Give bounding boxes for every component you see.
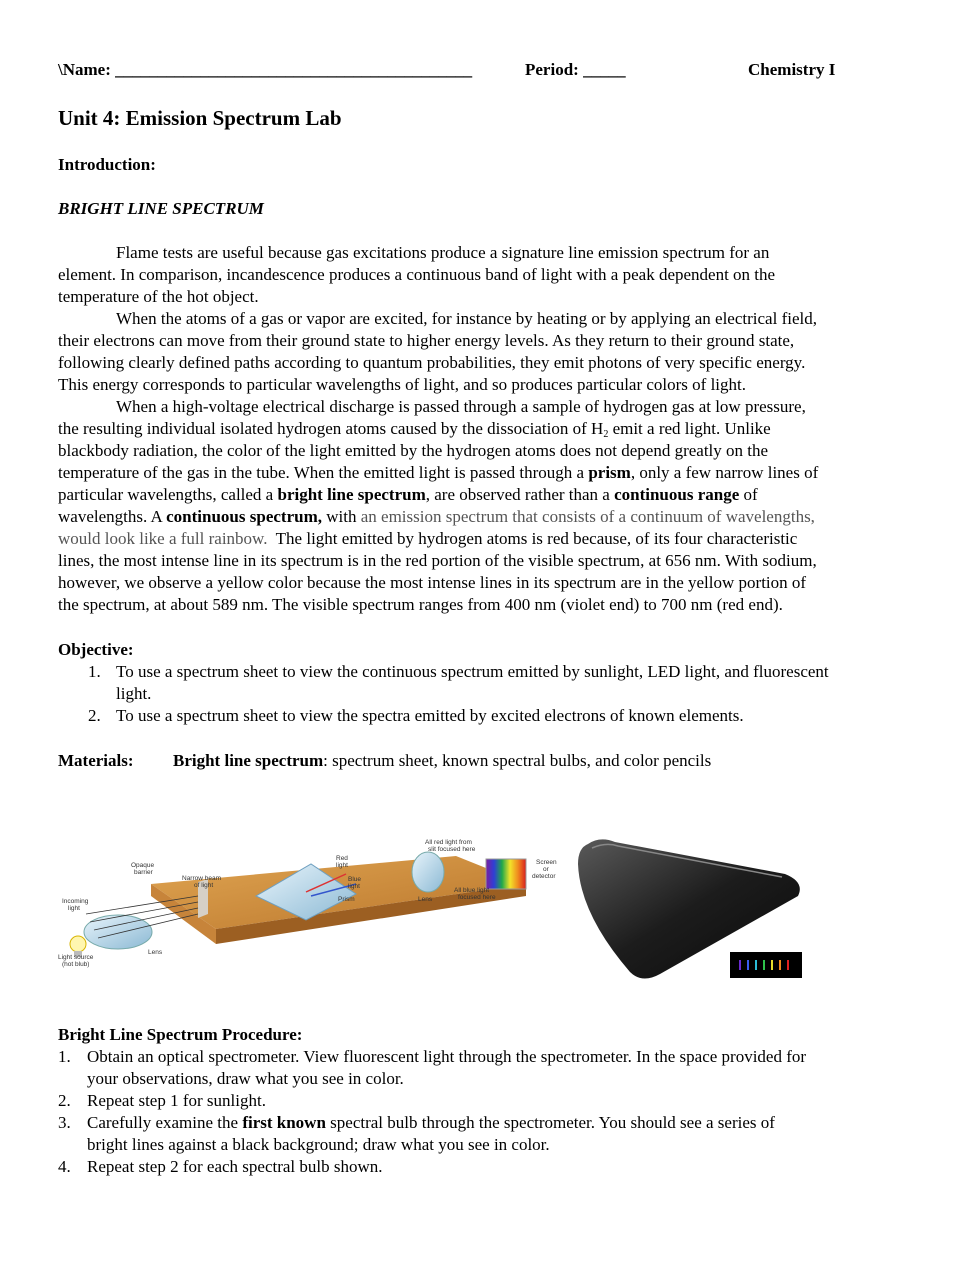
text-run: emit a red light. Unlike bbox=[608, 419, 771, 438]
paragraph-line bbox=[58, 528, 797, 550]
figure-label: slit focused here bbox=[428, 846, 476, 853]
gray-text: an emission spectrum that consists of a continuum of wavelengths, bbox=[360, 507, 815, 526]
figure-label: Screen bbox=[536, 859, 557, 866]
figure-label: light bbox=[348, 883, 360, 890]
text-run: particular wavelengths, called a bbox=[58, 485, 278, 504]
text-run: spectral bulb through the spectrometer. You should see a series of bbox=[325, 1113, 775, 1132]
list-item: Obtain an optical spectrometer. View fluorescent light through the spectrometer. In the space provided for bbox=[87, 1047, 807, 1066]
spectrometer-image bbox=[570, 834, 810, 982]
figure-label: (hot blub) bbox=[62, 961, 90, 968]
procedure-heading: Bright Line Spectrum Procedure: bbox=[58, 1025, 303, 1044]
paragraph-line: Flame tests are useful because gas excitations produce a signature line emission spectrum for an bbox=[116, 243, 770, 262]
list-number: 2. bbox=[58, 1091, 71, 1110]
list-item: Repeat step 2 for each spectral bulb shown. bbox=[87, 1157, 383, 1176]
lens-right bbox=[412, 852, 444, 892]
materials-label: Materials: bbox=[58, 751, 134, 770]
list-item: To use a spectrum sheet to view the continuous spectrum emitted by sunlight, LED light, and fluorescent bbox=[116, 662, 829, 681]
paragraph-line: lines, the most intense line in its spectrum is in the red portion of the visible spectrum, at 656 nm. With sodium, bbox=[58, 551, 817, 570]
bold-term: prism bbox=[588, 463, 631, 482]
figure-label: of light bbox=[194, 882, 214, 889]
subscript: 2 bbox=[603, 429, 609, 440]
paragraph-line: however, we observe a yellow color because the most intense lines in its spectrum are in the yellow portion of bbox=[58, 573, 807, 592]
figure-label: focused here bbox=[458, 894, 496, 901]
list-item: light. bbox=[116, 684, 152, 703]
paragraph-line: This energy corresponds to particular wavelengths of light, and so produces particular colors of light. bbox=[58, 375, 747, 394]
figure-label: Lens bbox=[418, 896, 433, 903]
list-item: your observations, draw what you see in color. bbox=[87, 1069, 404, 1088]
gray-text: would look like a full rainbow. bbox=[58, 529, 268, 548]
figure-label: Prism bbox=[338, 896, 355, 903]
text-run: the resulting individual isolated hydrogen atoms caused by the dissociation of H bbox=[58, 419, 604, 438]
text-run: , are observed rather than a bbox=[425, 485, 615, 504]
list-item: To use a spectrum sheet to view the spectra emitted by excited electrons of known elements. bbox=[116, 706, 744, 725]
paragraph-line: blackbody radiation, the color of the light emitted by the hydrogen atoms does not depend greatly on the bbox=[58, 441, 769, 460]
figure-label: Lens bbox=[148, 949, 163, 956]
figure-label: Narrow beam bbox=[182, 875, 222, 882]
paragraph-line bbox=[58, 484, 758, 506]
text-run: : spectrum sheet, known spectral bulbs, and color pencils bbox=[323, 751, 712, 770]
paragraph-line: element. In comparison, incandescence produces a continuous band of light with a peak dependent on the bbox=[58, 265, 776, 284]
paragraph-line bbox=[58, 462, 818, 484]
figure-label: Light source bbox=[58, 954, 94, 961]
objective-heading: Objective: bbox=[58, 640, 134, 659]
figure-label: Incoming bbox=[62, 898, 89, 905]
figure-label: All red light from bbox=[425, 839, 472, 846]
lightbulb-icon bbox=[70, 936, 86, 952]
figure-label: Opaque bbox=[131, 862, 155, 869]
section-heading: BRIGHT LINE SPECTRUM bbox=[58, 199, 264, 218]
paragraph-line: following clearly defined paths according to quantum probabilities, they emit photons of very specific energy. bbox=[58, 353, 806, 372]
name-field: \Name: __________________________________________ bbox=[58, 60, 473, 79]
bold-term: first known bbox=[242, 1113, 326, 1132]
text-run: wavelengths. A bbox=[58, 507, 167, 526]
paragraph-line: When a high-voltage electrical discharge is passed through a sample of hydrogen gas at low pressure, bbox=[116, 397, 806, 416]
bold-term: bright line spectrum bbox=[277, 485, 426, 504]
paragraph-line: temperature of the hot object. bbox=[58, 287, 259, 306]
list-number: 1. bbox=[58, 1047, 71, 1066]
text-run: The light emitted by hydrogen atoms is red because, of its four characteristic bbox=[267, 529, 798, 548]
list-number: 1. bbox=[88, 662, 101, 681]
figure-label: or bbox=[543, 866, 549, 873]
figure-label: Blue bbox=[348, 876, 362, 883]
figure-label: light bbox=[336, 862, 348, 869]
page-title: Unit 4: Emission Spectrum Lab bbox=[58, 106, 342, 130]
intro-heading: Introduction: bbox=[58, 155, 156, 174]
text-run: with bbox=[322, 507, 361, 526]
figure-label: All blue light bbox=[454, 887, 490, 894]
materials-text bbox=[173, 750, 711, 772]
list-number: 3. bbox=[58, 1113, 71, 1132]
paragraph-line bbox=[58, 506, 815, 528]
period-field: Period: _____ bbox=[525, 60, 626, 79]
paragraph-line: When the atoms of a gas or vapor are excited, for instance by heating or by applying an electrical field, bbox=[116, 309, 817, 328]
text-run: of bbox=[739, 485, 758, 504]
list-number: 2. bbox=[88, 706, 101, 725]
bold-term: continuous spectrum, bbox=[166, 507, 322, 526]
text-run: , only a few narrow lines of bbox=[630, 463, 819, 482]
list-number: 4. bbox=[58, 1157, 71, 1176]
figure-label: Red bbox=[336, 855, 348, 862]
paragraph-line: the spectrum, at about 589 nm. The visible spectrum ranges from 400 nm (violet end) to 700 nm (red end). bbox=[58, 595, 783, 614]
list-item: bright lines against a black background; draw what you see in color. bbox=[87, 1135, 550, 1154]
prism-diagram bbox=[56, 834, 576, 974]
list-item bbox=[87, 1112, 775, 1134]
list-item: Repeat step 1 for sunlight. bbox=[87, 1091, 266, 1110]
figure-label: detector bbox=[532, 873, 556, 880]
screen-detector bbox=[486, 859, 526, 889]
text-run: temperature of the gas in the tube. When the emitted light is passed through a bbox=[58, 463, 589, 482]
bold-term: Bright line spectrum bbox=[173, 751, 324, 770]
text-run: Carefully examine the bbox=[87, 1113, 243, 1132]
course-name: Chemistry I bbox=[748, 60, 836, 79]
figure-label: barrier bbox=[134, 869, 153, 876]
bold-term: continuous range bbox=[614, 485, 740, 504]
figure-label: light bbox=[68, 905, 80, 912]
paragraph-line: their electrons can move from their ground state to higher energy levels. As they return to their ground state, bbox=[58, 331, 795, 350]
